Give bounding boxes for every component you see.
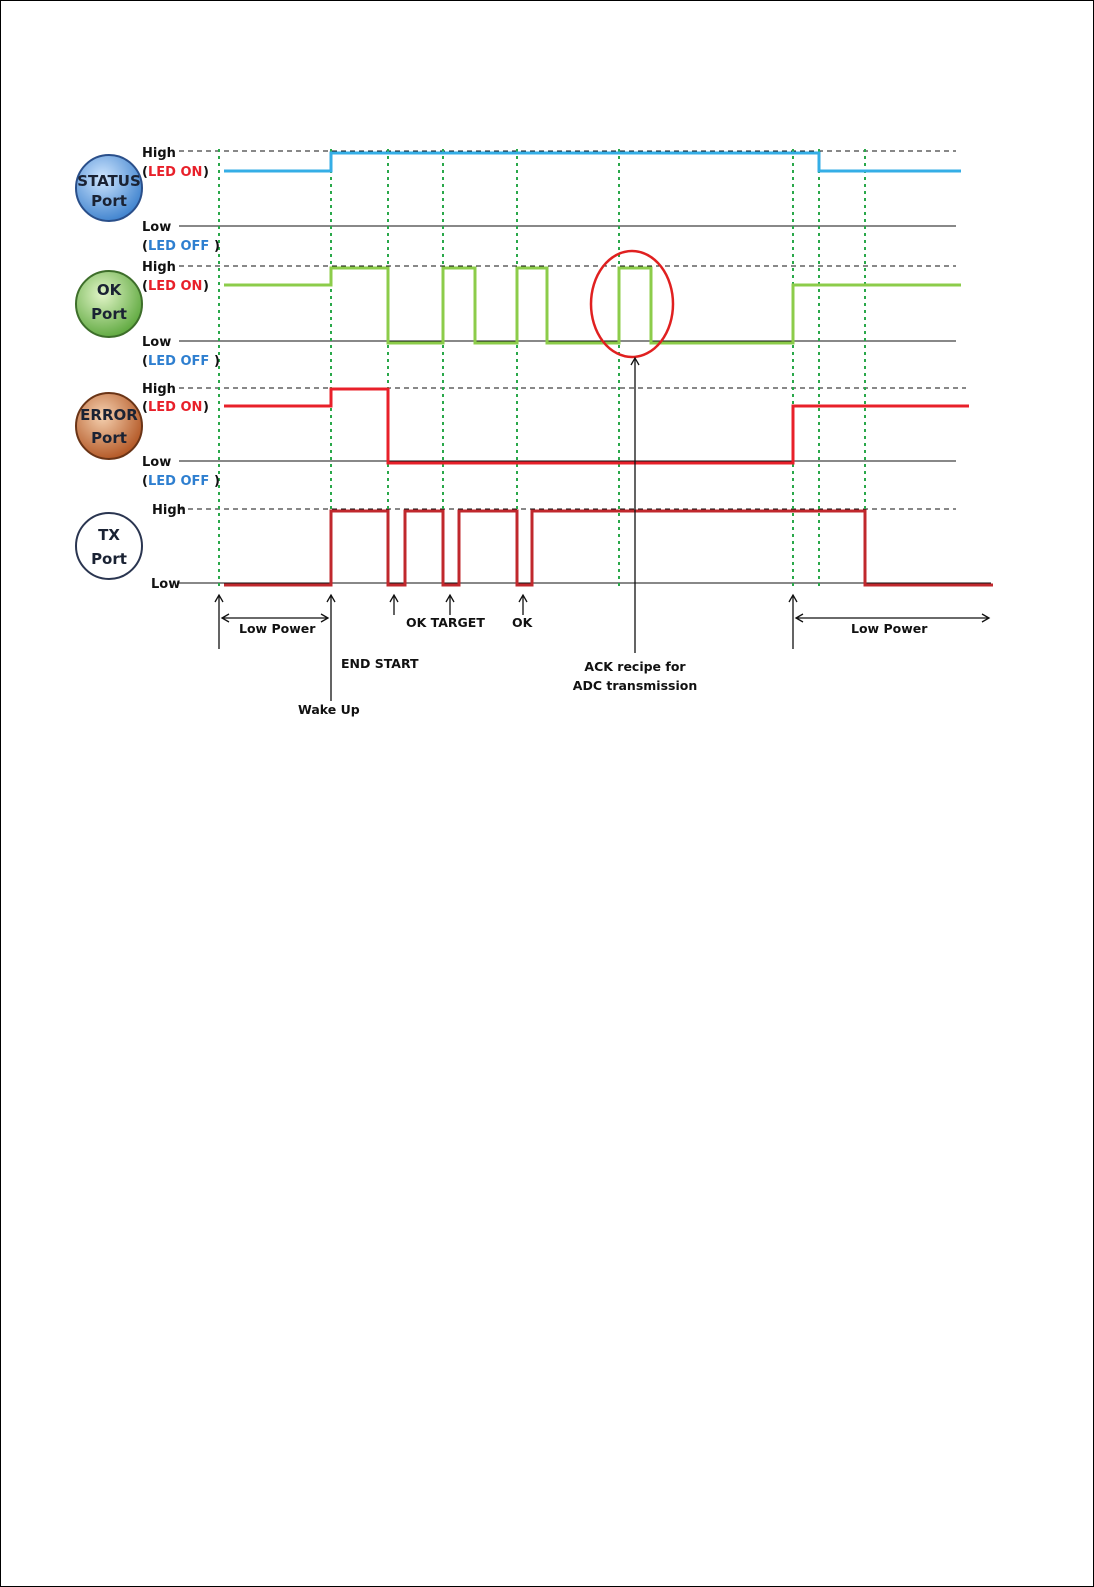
svg-text:Port: Port (91, 192, 127, 210)
ok-label: OK (512, 615, 533, 630)
svg-text:High: High (142, 146, 176, 161)
svg-text:): ) (214, 239, 220, 254)
svg-text:(: ( (142, 239, 148, 254)
annotation-labels (239, 615, 928, 717)
ok-signal (224, 268, 961, 343)
wake-up-label: Wake Up (298, 702, 360, 717)
ack-label-line1: ACK recipe for (584, 659, 686, 674)
error-signal (224, 389, 969, 463)
svg-text:STATUS: STATUS (77, 172, 141, 190)
svg-text:): ) (214, 474, 220, 489)
svg-text:LED OFF: LED OFF (148, 354, 210, 369)
svg-text:LED ON: LED ON (148, 165, 203, 180)
error-port-badge (76, 393, 142, 459)
ok-target-label: OK TARGET (406, 615, 485, 630)
end-start-label: END START (341, 656, 419, 671)
low-power-right-label: Low Power (851, 621, 928, 636)
svg-text:(: ( (142, 400, 148, 415)
tx-port-badge (76, 513, 142, 579)
svg-text:High: High (142, 260, 176, 275)
svg-text:LED OFF: LED OFF (148, 239, 210, 254)
svg-text:Low: Low (142, 455, 172, 470)
svg-text:OK: OK (96, 281, 122, 299)
svg-text:(: ( (142, 279, 148, 294)
low-power-left-label: Low Power (239, 621, 316, 636)
svg-text:High: High (152, 503, 186, 518)
svg-text:(: ( (142, 474, 148, 489)
svg-text:): ) (214, 354, 220, 369)
ack-label-line2: ADC transmission (572, 678, 698, 693)
svg-text:TX: TX (98, 526, 120, 544)
guide-lines (219, 149, 865, 586)
svg-text:(: ( (142, 165, 148, 180)
svg-text:LED ON: LED ON (148, 279, 203, 294)
svg-text:Low: Low (142, 335, 172, 350)
reference-lines (179, 151, 991, 583)
svg-text:LED OFF: LED OFF (148, 474, 210, 489)
svg-text:Port: Port (91, 429, 127, 447)
svg-text:LED ON: LED ON (148, 400, 203, 415)
svg-text:ERROR: ERROR (80, 406, 138, 424)
timing-diagram (1, 1, 1093, 1586)
signals (224, 153, 993, 585)
svg-text:Port: Port (91, 550, 127, 568)
svg-text:(: ( (142, 354, 148, 369)
svg-text:High: High (142, 382, 176, 397)
svg-text:Low: Low (151, 577, 181, 592)
svg-text:Port: Port (91, 305, 127, 323)
tx-signal (224, 511, 993, 585)
status-port-badge (76, 155, 142, 221)
svg-text:): ) (203, 400, 209, 415)
ok-port-badge (76, 271, 142, 337)
status-signal (224, 153, 961, 171)
svg-text:Low: Low (142, 220, 172, 235)
svg-text:): ) (203, 279, 209, 294)
level-labels (142, 146, 220, 592)
svg-text:): ) (203, 165, 209, 180)
